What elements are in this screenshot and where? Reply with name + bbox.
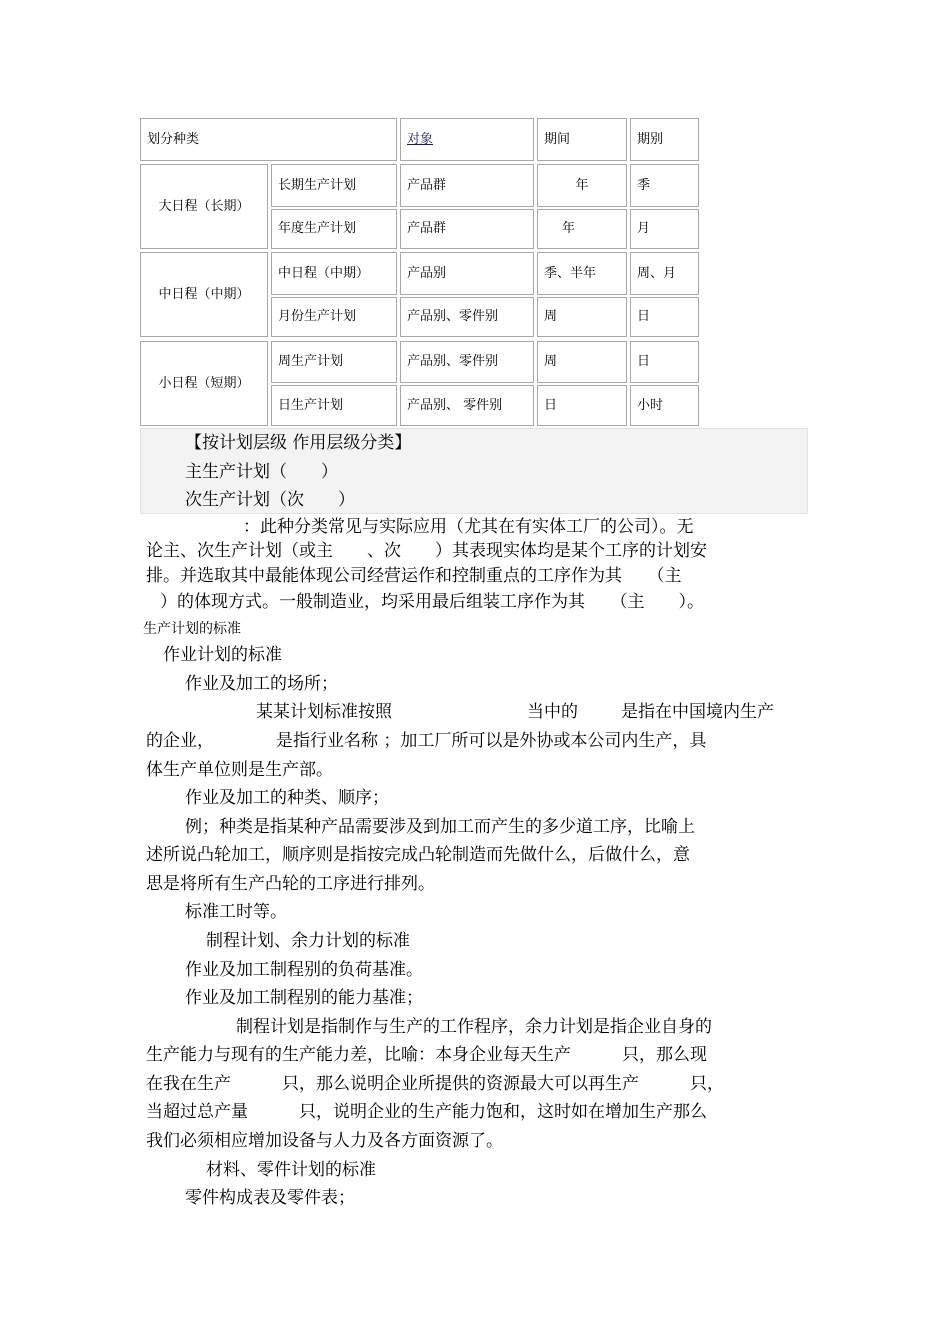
- table-cell: 日: [630, 297, 699, 337]
- header-phase: 期别: [630, 118, 699, 161]
- table-cell: 产品别、零件别: [400, 297, 534, 337]
- list-item: 作业及加工制程别的负荷基准。: [185, 960, 423, 980]
- list-item: 零件构成表及零件表；: [185, 1188, 355, 1208]
- list-item: 作业及加工制程别的能力基准；: [185, 988, 423, 1008]
- paragraph-fragment: 某某计划标准按照: [256, 702, 392, 722]
- group-label-mid-term: 中日程（中期）: [140, 252, 268, 337]
- table-cell: 日生产计划: [271, 385, 397, 426]
- header-period: 期间: [537, 118, 627, 161]
- table-cell: 周、月: [630, 252, 699, 295]
- subsection-heading: 制程计划、余力计划的标准: [206, 931, 410, 951]
- table-cell: 周: [537, 297, 627, 337]
- paragraph-fragment: 的企业，: [146, 731, 214, 751]
- table-cell: 周生产计划: [271, 341, 397, 383]
- paragraph-line: 论主、次生产计划（或主 、次 ）其表现实体均是某个工序的计划安: [146, 541, 707, 561]
- band-line-secondary-plan: 次生产计划（次 ）: [185, 490, 355, 510]
- paragraph-line: 制程计划是指制作与生产的工作程序，余力计划是指企业自身的: [236, 1017, 712, 1037]
- group-label-long-term: 大日程（长期）: [140, 164, 268, 249]
- table-cell: 长期生产计划: [271, 164, 397, 207]
- paragraph-line: 当超过总产量 只，说明企业的生产能力饱和，这时如在增加生产那么: [146, 1102, 707, 1122]
- band-line-main-plan: 主生产计划（ ）: [185, 462, 338, 482]
- table-cell: 日: [537, 385, 627, 426]
- paragraph-line: 述所说凸轮加工，顺序则是指按完成凸轮制造而先做什么，后做什么，意: [146, 845, 690, 865]
- list-item: 标准工时等。: [185, 902, 287, 922]
- paragraph-line: 排。并选取其中最能体现公司经营运作和控制重点的工序作为其 （主: [146, 566, 682, 586]
- paragraph-line: ）的体现方式。一般制造业，均采用最后组装工序作为其 （主 ）。: [160, 592, 704, 612]
- band-heading: 【按计划层级 作用层级分类】: [185, 433, 412, 453]
- table-cell: 月份生产计划: [271, 297, 397, 337]
- paragraph-fragment: 是指行业名称 ；加工厂所可以是外协或本公司内生产，具: [276, 731, 707, 751]
- group-label-short-term: 小日程（短期）: [140, 341, 268, 426]
- table-cell: 年: [537, 209, 627, 249]
- paragraph-line: 我们必须相应增加设备与人力及各方面资源了。: [146, 1131, 503, 1151]
- list-item: 作业及加工的种类、顺序；: [185, 788, 389, 808]
- paragraph-line: 体生产单位则是生产部。: [146, 760, 333, 780]
- table-cell: 年: [537, 164, 627, 207]
- table-cell: 中日程（中期）: [271, 252, 397, 295]
- paragraph-fragment: 是指在中国境内生产: [621, 702, 774, 722]
- table-cell: 产品别、 零件别: [400, 385, 534, 426]
- table-cell: 产品别: [400, 252, 534, 295]
- paragraph-line: 在我在生产 只，那么说明企业所提供的资源最大可以再生产 只，: [146, 1074, 724, 1094]
- table-cell: 周: [537, 341, 627, 383]
- paragraph-line: 生产能力与现有的生产能力差，比喻：本身企业每天生产 只，那么现: [146, 1045, 707, 1065]
- paragraph-line: 思是将所有生产凸轮的工序进行排列。: [146, 874, 435, 894]
- table-cell: 小时: [630, 385, 699, 426]
- table-cell: 产品群: [400, 164, 534, 207]
- paragraph-line: ：此种分类常见与实际应用（尤其在有实体工厂的公司）。无: [243, 517, 694, 537]
- header-division-type: 划分种类: [140, 118, 397, 161]
- list-item: 作业及加工的场所；: [185, 674, 338, 694]
- paragraph-fragment: 当中的: [527, 702, 578, 722]
- header-object[interactable]: [400, 118, 534, 161]
- table-cell: 月: [630, 209, 699, 249]
- table-cell: 季: [630, 164, 699, 207]
- table-cell: 日: [630, 341, 699, 383]
- table-cell: 产品别、零件别: [400, 341, 534, 383]
- table-cell: 年度生产计划: [271, 209, 397, 249]
- header-object-link[interactable]: 对象: [407, 131, 434, 147]
- paragraph-line: 例；种类是指某种产品需要涉及到加工而产生的多少道工序，比喻上: [185, 817, 695, 837]
- subsection-heading: 材料、零件计划的标准: [206, 1160, 376, 1180]
- section-heading: 生产计划的标准: [143, 621, 241, 637]
- subsection-heading: 作业计划的标准: [163, 645, 282, 665]
- table-cell: 季、半年: [537, 252, 627, 295]
- table-cell: 产品群: [400, 209, 534, 249]
